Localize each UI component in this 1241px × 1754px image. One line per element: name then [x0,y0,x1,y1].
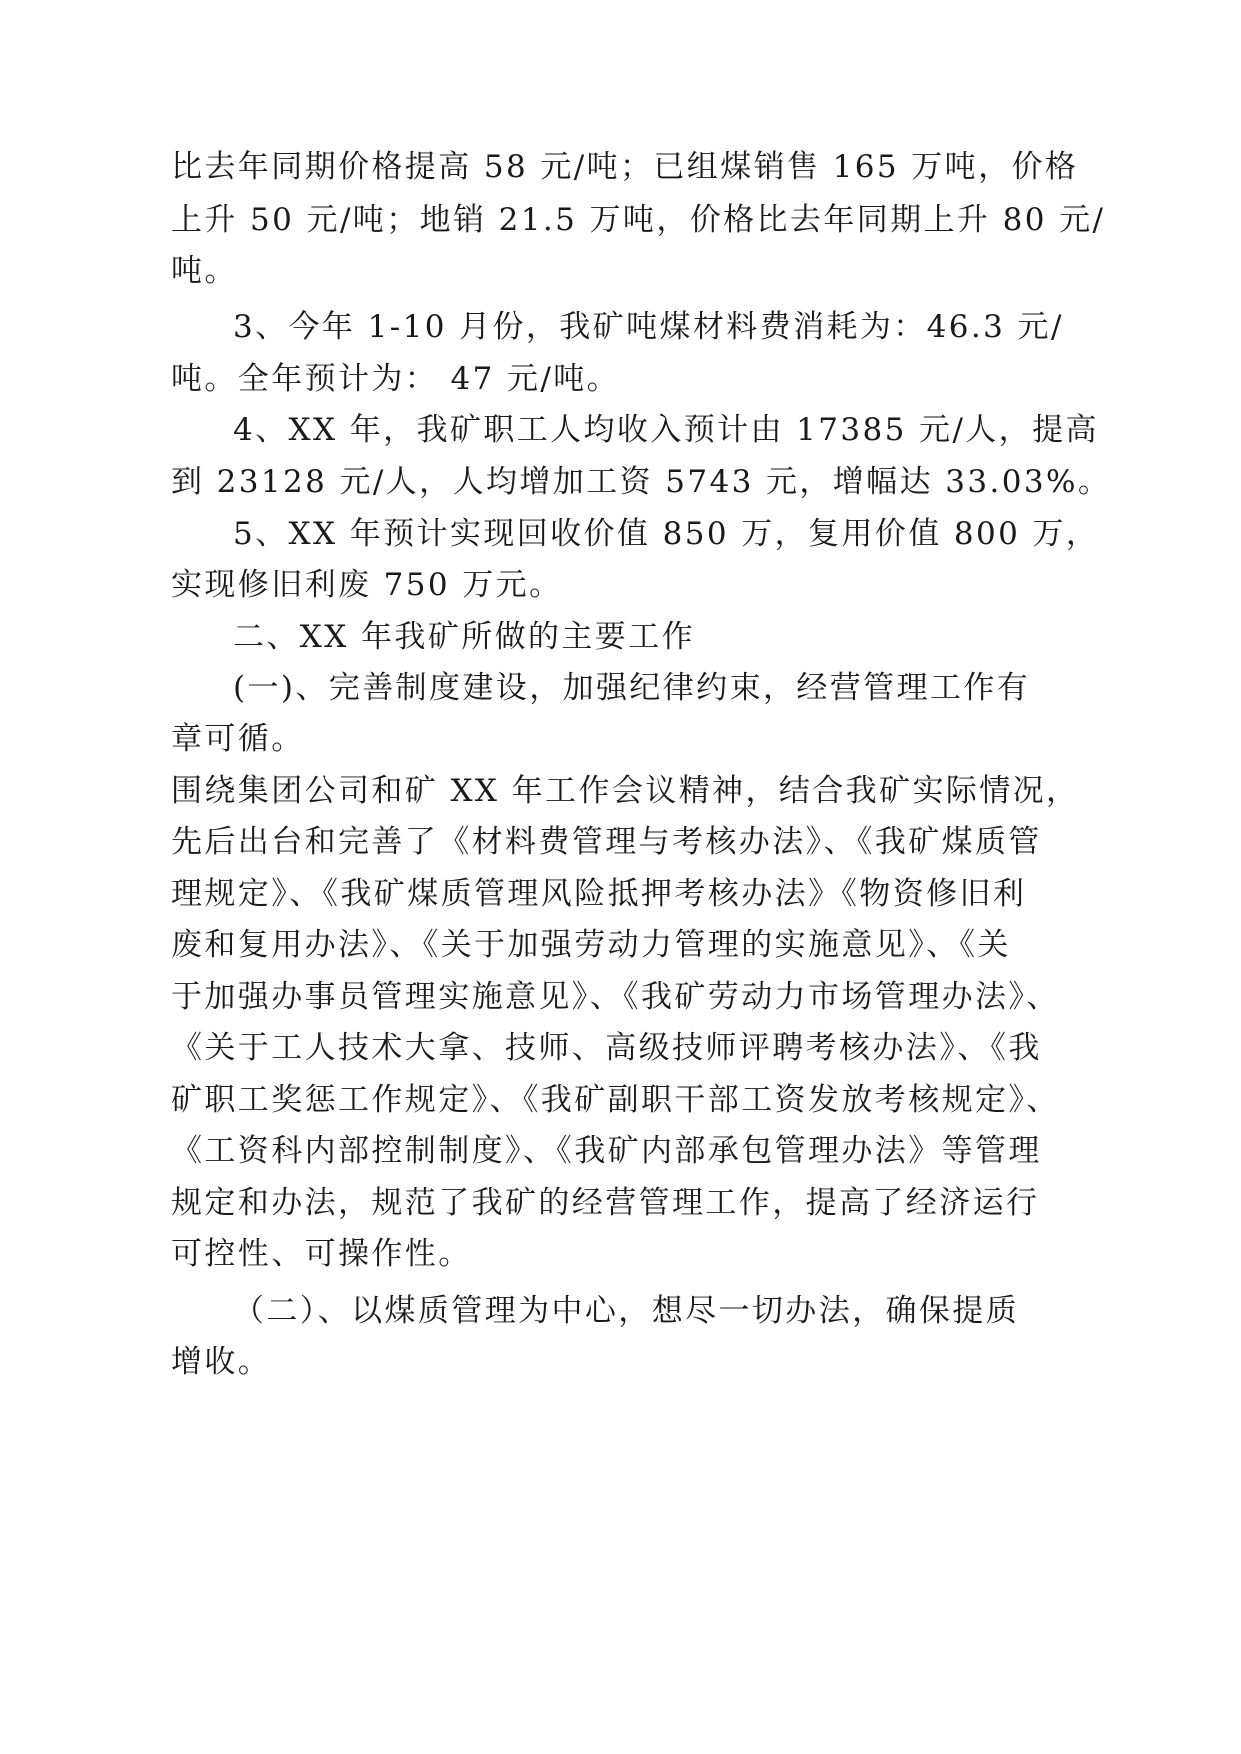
text-line-21: 规定和办法，规范了我矿的经营管理工作，提高了经济运行 [171,1185,1040,1221]
text-line-19: 矿职工奖惩工作规定》、《我矿副职干部工资发放考核规定》、 [171,1082,1060,1118]
text-line-4: 3、今年 1-10 月份，我矿吨煤材料费消耗为：46.3 元/ [233,309,1064,345]
subheading-2: （二）、以煤质管理为中心，想尽一切办法，确保提质 [233,1293,1020,1329]
text-line-1: 比去年同期价格提高 58 元/吨；已组煤销售 165 万吨，价格 [171,149,1079,185]
text-line-18: 《关于工人技术大拿、技师、高级技师评聘考核办法》、《我 [171,1030,1042,1066]
text-line-20: 《工资科内部控制制度》、《我矿内部承包管理办法》等管理 [171,1133,1042,1169]
text-line-15: 理规定》、《我矿煤质管理风险抵押考核办法》《物资修旧利 [171,876,1027,912]
subheading-1: (一)、完善制度建设，加强纪律约束，经营管理工作有 [233,670,1031,706]
text-line-12: 章可循。 [171,721,305,757]
text-line-22: 可控性、可操作性。 [171,1236,472,1272]
text-line-2: 上升 50 元/吨；地销 21.5 万吨，价格比去年同期上升 80 元/ [171,202,1106,238]
section-heading: 二、XX 年我矿所做的主要工作 [233,619,695,655]
text-line-9: 实现修旧利废 750 万元。 [171,567,563,603]
text-line-7: 到 23128 元/人，人均增加工资 5743 元，增幅达 33.03%。 [171,464,1112,500]
text-line-14: 先后出台和完善了《材料费管理与考核办法》、《我矿煤质管 [171,824,1042,860]
text-line-17: 于加强办事员管理实施意见》、《我矿劳动力市场管理办法》、 [171,979,1060,1015]
text-line-13: 围绕集团公司和矿 XX 年工作会议精神，结合我矿实际情况， [171,773,1080,809]
text-line-6: 4、XX 年，我矿职工人均收入预计由 17385 元/人，提高 [233,412,1099,448]
text-line-24: 增收。 [171,1344,272,1380]
text-line-5: 吨。全年预计为： 47 元/吨。 [171,361,620,397]
text-line-16: 废和复用办法》、《关于加强劳动力管理的实施意见》、《关 [171,927,1011,963]
text-line-8: 5、XX 年预计实现回收价值 850 万，复用价值 800 万， [233,516,1100,552]
text-line-3: 吨。 [171,253,238,289]
